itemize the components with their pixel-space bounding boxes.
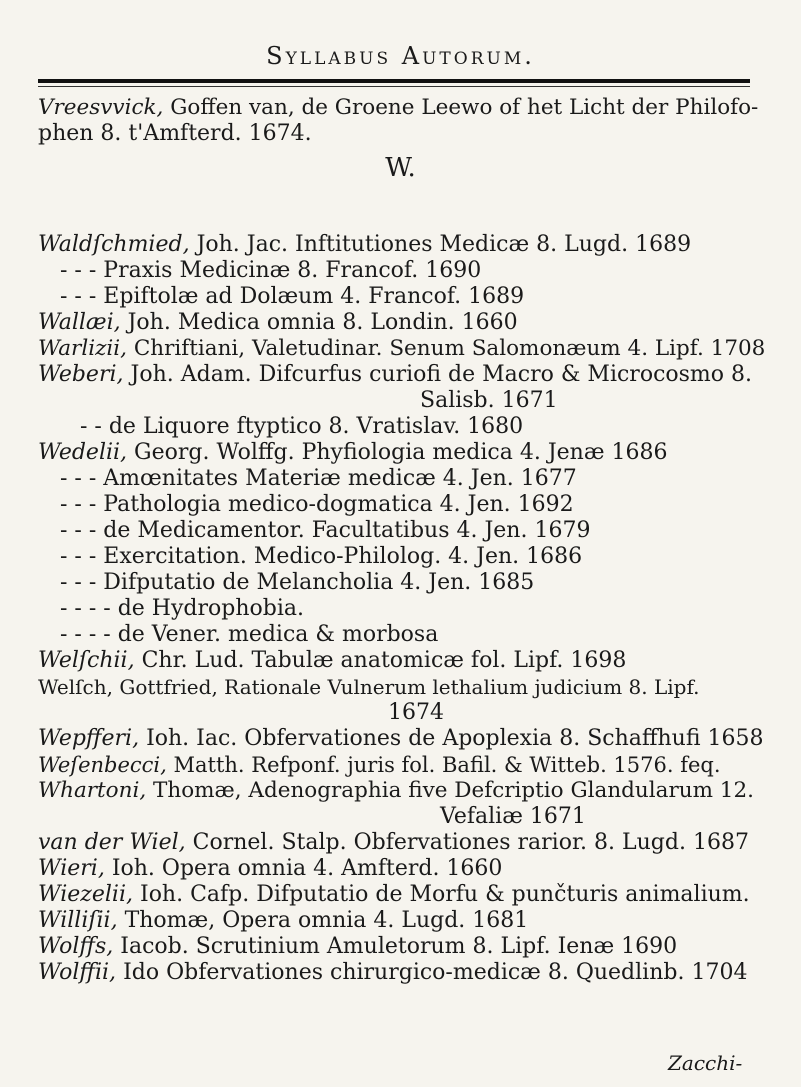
header-rule-thin (38, 86, 750, 87)
entry-line (38, 726, 764, 752)
entry-line (38, 908, 528, 934)
entry-line (38, 882, 750, 908)
entry-text: Thomæ, Opera omnia 4. Lugd. 1681 (124, 908, 529, 933)
entry-line: - - - Epiftolæ ad Dolæum 4. Francof. 1689 (60, 284, 525, 309)
running-header: Syllabus Autorum. (266, 42, 535, 70)
entry-line (38, 95, 758, 121)
author-name: Weberi, (38, 362, 124, 387)
entry-line (38, 121, 312, 147)
author-name: Wiezelii, (38, 882, 133, 907)
author-name: Wallæi, (38, 310, 121, 335)
author-name: Welſch, Gottfried, (38, 675, 218, 699)
entry-text: Matth. Refponf. juris fol. Bafil. & Witteb. 1576. feq. (173, 753, 721, 777)
author-name: Warlizii, (38, 336, 127, 361)
section-letter: W. (385, 153, 416, 183)
entry-line (38, 336, 765, 362)
author-name: Welſchii, (38, 648, 135, 673)
author-name: Wieri, (38, 856, 105, 881)
entry-line (38, 830, 749, 856)
entry-line (38, 960, 747, 986)
author-name: Williſii, (38, 908, 118, 933)
entry-text: Iacob. Scrutinium Amuletorum 8. Lipf. Ienæ 1690 (120, 934, 678, 959)
entry-line: - - - Exercitation. Medico-Philolog. 4. Jen. 1686 (60, 544, 583, 569)
author-name: Weſenbecci, (38, 753, 167, 777)
entry-text: Thomæ, Adenographia five Defcriptio Glandularum 12. (153, 778, 755, 803)
entry-line: - - - - de Hydrophobia. (60, 596, 304, 621)
entry-line: - - - Praxis Medicinæ 8. Francof. 1690 (60, 258, 482, 283)
entry-line: - - - Difputatio de Melancholia 4. Jen. 1685 (60, 570, 535, 595)
entry-line: 1674 (388, 700, 444, 725)
author-name: Wolffs, (38, 934, 114, 959)
entry-line (38, 934, 677, 960)
entry-text: Georg. Wolffg. Phyfiologia medica 4. Jenæ 1686 (134, 440, 668, 465)
author-name: Waldſchmied, (38, 232, 190, 257)
entry-text: Goffen van, de Groene Leewo of het Licht der Philofo- (170, 95, 759, 120)
entry-line: - - - - de Vener. medica & morbosa (60, 622, 439, 647)
entry-text: Ioh. Cafp. Difputatio de Morfu & punčturis animalium. (140, 882, 750, 907)
author-name: Wepfferi, (38, 726, 140, 751)
author-name: Whartoni, (38, 778, 147, 803)
author-name: Vreesvvick, (38, 95, 164, 120)
entry-line (38, 310, 518, 336)
entry-text: Joh. Jac. Inftitutiones Medicæ 8. Lugd. 1689 (196, 232, 692, 257)
catchword: Zacchi- (668, 1051, 743, 1075)
entry-line (38, 362, 752, 388)
entry-text: Ioh. Iac. Obfervationes de Apoplexia 8. Schaffhufi 1658 (146, 726, 764, 751)
entry-text: Rationale Vulnerum lethalium judicium 8. Lipf. (224, 675, 700, 699)
entry-text: Chriftiani, Valetudinar. Senum Salomonæum 4. Lipf. 1708 (133, 336, 766, 361)
entry-text: Joh. Medica omnia 8. Londin. 1660 (127, 310, 518, 335)
entry-line: - - de Liquore ftyptico 8. Vratislav. 1680 (80, 414, 524, 439)
entry-line: Salisb. 1671 (420, 388, 558, 413)
entry-text: phen 8. t'Amfterd. 1674. (38, 121, 312, 146)
entry-line (38, 232, 691, 258)
entry-text: Joh. Adam. Difcurfus curiofi de Macro & Microcosmo 8. (130, 362, 753, 387)
entry-line (38, 856, 502, 882)
entry-line (38, 440, 667, 466)
entry-line: - - - Pathologia medico-dogmatica 4. Jen. 1692 (60, 492, 574, 517)
author-name: Wolffii, (38, 960, 117, 985)
entry-line: - - - Amœnitates Materiæ medicæ 4. Jen. 1677 (60, 466, 577, 491)
entry-line: - - - de Medicamentor. Facultatibus 4. Jen. 1679 (60, 518, 591, 543)
entry-text: Cornel. Stalp. Obfervationes rarior. 8. Lugd. 1687 (192, 830, 749, 855)
author-name: Wedelii, (38, 440, 128, 465)
entry-line (38, 752, 721, 778)
entry-text: Ido Obfervationes chirurgico-medicæ 8. Quedlinb. 1704 (123, 960, 748, 985)
entry-line (38, 648, 626, 674)
entry-text: Chr. Lud. Tabulæ anatomicæ fol. Lipf. 1698 (141, 648, 627, 673)
entry-line (38, 778, 754, 804)
author-name: van der Wiel, (38, 830, 186, 855)
entry-text: Ioh. Opera omnia 4. Amfterd. 1660 (111, 856, 503, 881)
entry-line: Vefaliæ 1671 (440, 804, 586, 829)
entry-line (38, 674, 700, 700)
header-rule-thick (38, 79, 750, 83)
